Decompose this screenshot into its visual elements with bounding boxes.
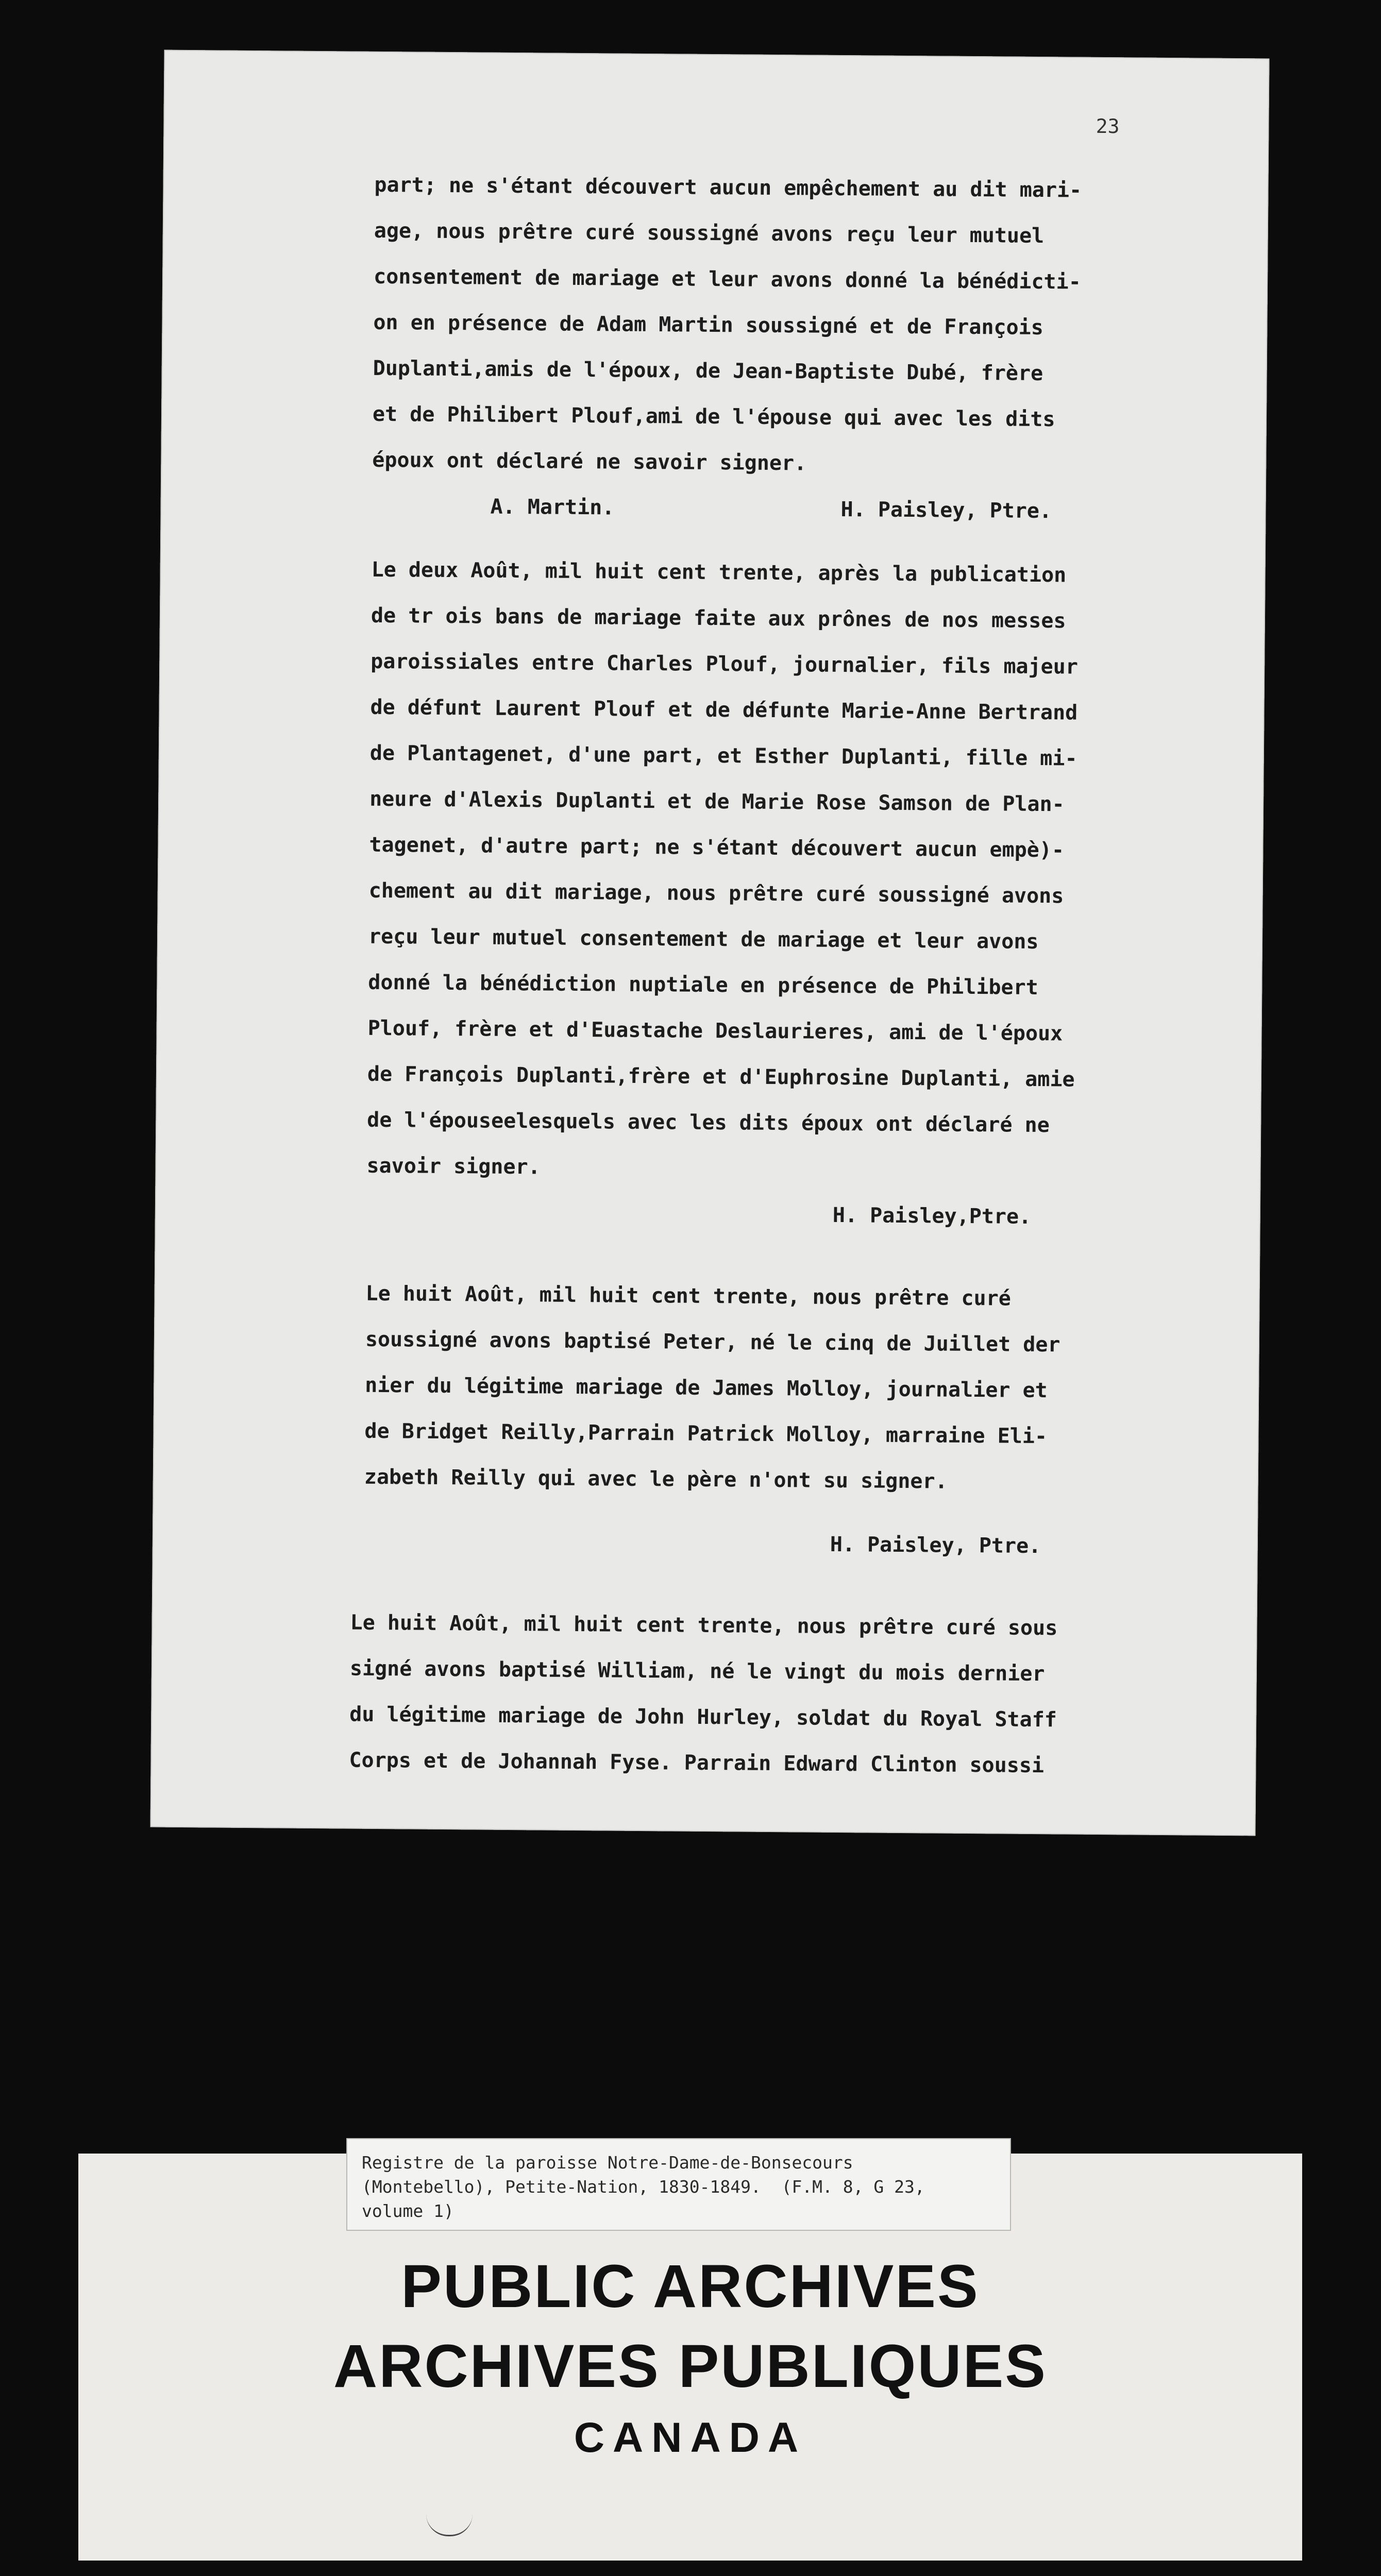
signature-paisley: H. Paisley,Ptre. bbox=[832, 1203, 1032, 1229]
signature-paisley: H. Paisley, Ptre. bbox=[840, 497, 1052, 523]
text-line: époux ont déclaré ne savoir signer. bbox=[372, 448, 807, 476]
text-line: de Bridget Reilly,Parrain Patrick Molloy, marraine Eli- bbox=[364, 1419, 1048, 1449]
text-line: donné la bénédiction nuptiale en présence de Philibert bbox=[368, 970, 1038, 1000]
entry-4 bbox=[349, 1600, 1147, 1790]
text-line: Duplanti,amis de l'époux, de Jean-Baptiste Dubé, frère bbox=[373, 356, 1043, 386]
text-line: savoir signer. bbox=[366, 1154, 541, 1179]
text-line: nier du légitime mariage de James Molloy, journalier et bbox=[365, 1373, 1048, 1403]
text-line: signé avons baptisé William, né le vingt du mois dernier bbox=[349, 1656, 1045, 1686]
register-label bbox=[346, 2138, 1011, 2231]
text-line: Le huit Août, mil huit cent trente, nous prêtre curé sous bbox=[350, 1611, 1058, 1640]
archive-title-english: PUBLIC ARCHIVES bbox=[401, 2252, 980, 2320]
text-line: on en présence de Adam Martin soussigné et de François bbox=[373, 310, 1044, 340]
text-line: et de Philibert Plouf,ami de l'épouse qui avec les dits bbox=[372, 402, 1055, 432]
text-line: du légitime mariage de John Hurley, soldat du Royal Staff bbox=[349, 1702, 1057, 1732]
label-line: (Montebello), Petite-Nation, 1830-1849. (F.M. 8, G 23, bbox=[362, 2177, 925, 2197]
pen-mark bbox=[426, 2514, 473, 2536]
signature-martin: A. Martin. bbox=[490, 495, 615, 520]
text-line: paroissiales entre Charles Plouf, journalier, fils majeur bbox=[370, 649, 1079, 679]
archive-card bbox=[78, 2154, 1302, 2561]
text-line: Le deux Août, mil huit cent trente, après la publication bbox=[371, 557, 1067, 587]
text-line: chement au dit mariage, nous prêtre curé soussigné avons bbox=[368, 878, 1064, 908]
text-line: tagenet, d'autre part; ne s'étant découvert aucun empè)- bbox=[369, 833, 1065, 862]
register-page bbox=[150, 50, 1269, 1836]
text-line: de Plantagenet, d'une part, et Esther Duplanti, fille mi- bbox=[369, 741, 1077, 771]
signature-row bbox=[372, 483, 1155, 535]
text-line: age, nous prêtre curé soussigné avons reçu leur mutuel bbox=[374, 218, 1045, 248]
text-line: de défunt Laurent Plouf et de défunte Marie-Anne Bertrand bbox=[370, 695, 1078, 725]
entry-2 bbox=[366, 547, 1155, 1241]
label-line: volume 1) bbox=[362, 2201, 454, 2221]
entry-1 bbox=[372, 162, 1158, 535]
page-number: 23 bbox=[1096, 114, 1120, 138]
text-line: part; ne s'étant découvert aucun empêchement au dit mari- bbox=[374, 173, 1082, 202]
archive-title-french: ARCHIVES PUBLIQUES bbox=[333, 2332, 1047, 2400]
entry-3 bbox=[364, 1271, 1149, 1570]
register-text bbox=[349, 162, 1158, 1790]
signature-paisley: H. Paisley, Ptre. bbox=[830, 1532, 1041, 1558]
text-line: zabeth Reilly qui avec le père n'ont su signer. bbox=[364, 1465, 948, 1494]
text-line: de tr ois bans de mariage faite aux prônes de nos messes bbox=[370, 603, 1066, 633]
text-line: Plouf, frère et d'Euastache Deslaurieres, ami de l'époux bbox=[367, 1016, 1063, 1046]
label-line: Registre de la paroisse Notre-Dame-de-Bonsecours bbox=[362, 2153, 853, 2173]
text-line: de l'épouseelesquels avec les dits époux ont déclaré ne bbox=[367, 1108, 1050, 1138]
text-line: Corps et de Johannah Fyse. Parrain Edward Clinton soussi bbox=[349, 1748, 1045, 1778]
text-line: neure d'Alexis Duplanti et de Marie Rose Samson de Plan- bbox=[369, 787, 1065, 817]
text-line: consentement de mariage et leur avons donné la bénédicti- bbox=[373, 264, 1081, 294]
text-line: soussigné avons baptisé Peter, né le cinq de Juillet der bbox=[365, 1327, 1060, 1357]
archive-country: CANADA bbox=[574, 2414, 807, 2461]
text-line: de François Duplanti,frère et d'Euphrosine Duplanti, amie bbox=[367, 1062, 1075, 1092]
text-line: reçu leur mutuel consentement de mariage et leur avons bbox=[368, 924, 1039, 954]
text-line: Le huit Août, mil huit cent trente, nous prêtre curé bbox=[365, 1281, 1012, 1311]
